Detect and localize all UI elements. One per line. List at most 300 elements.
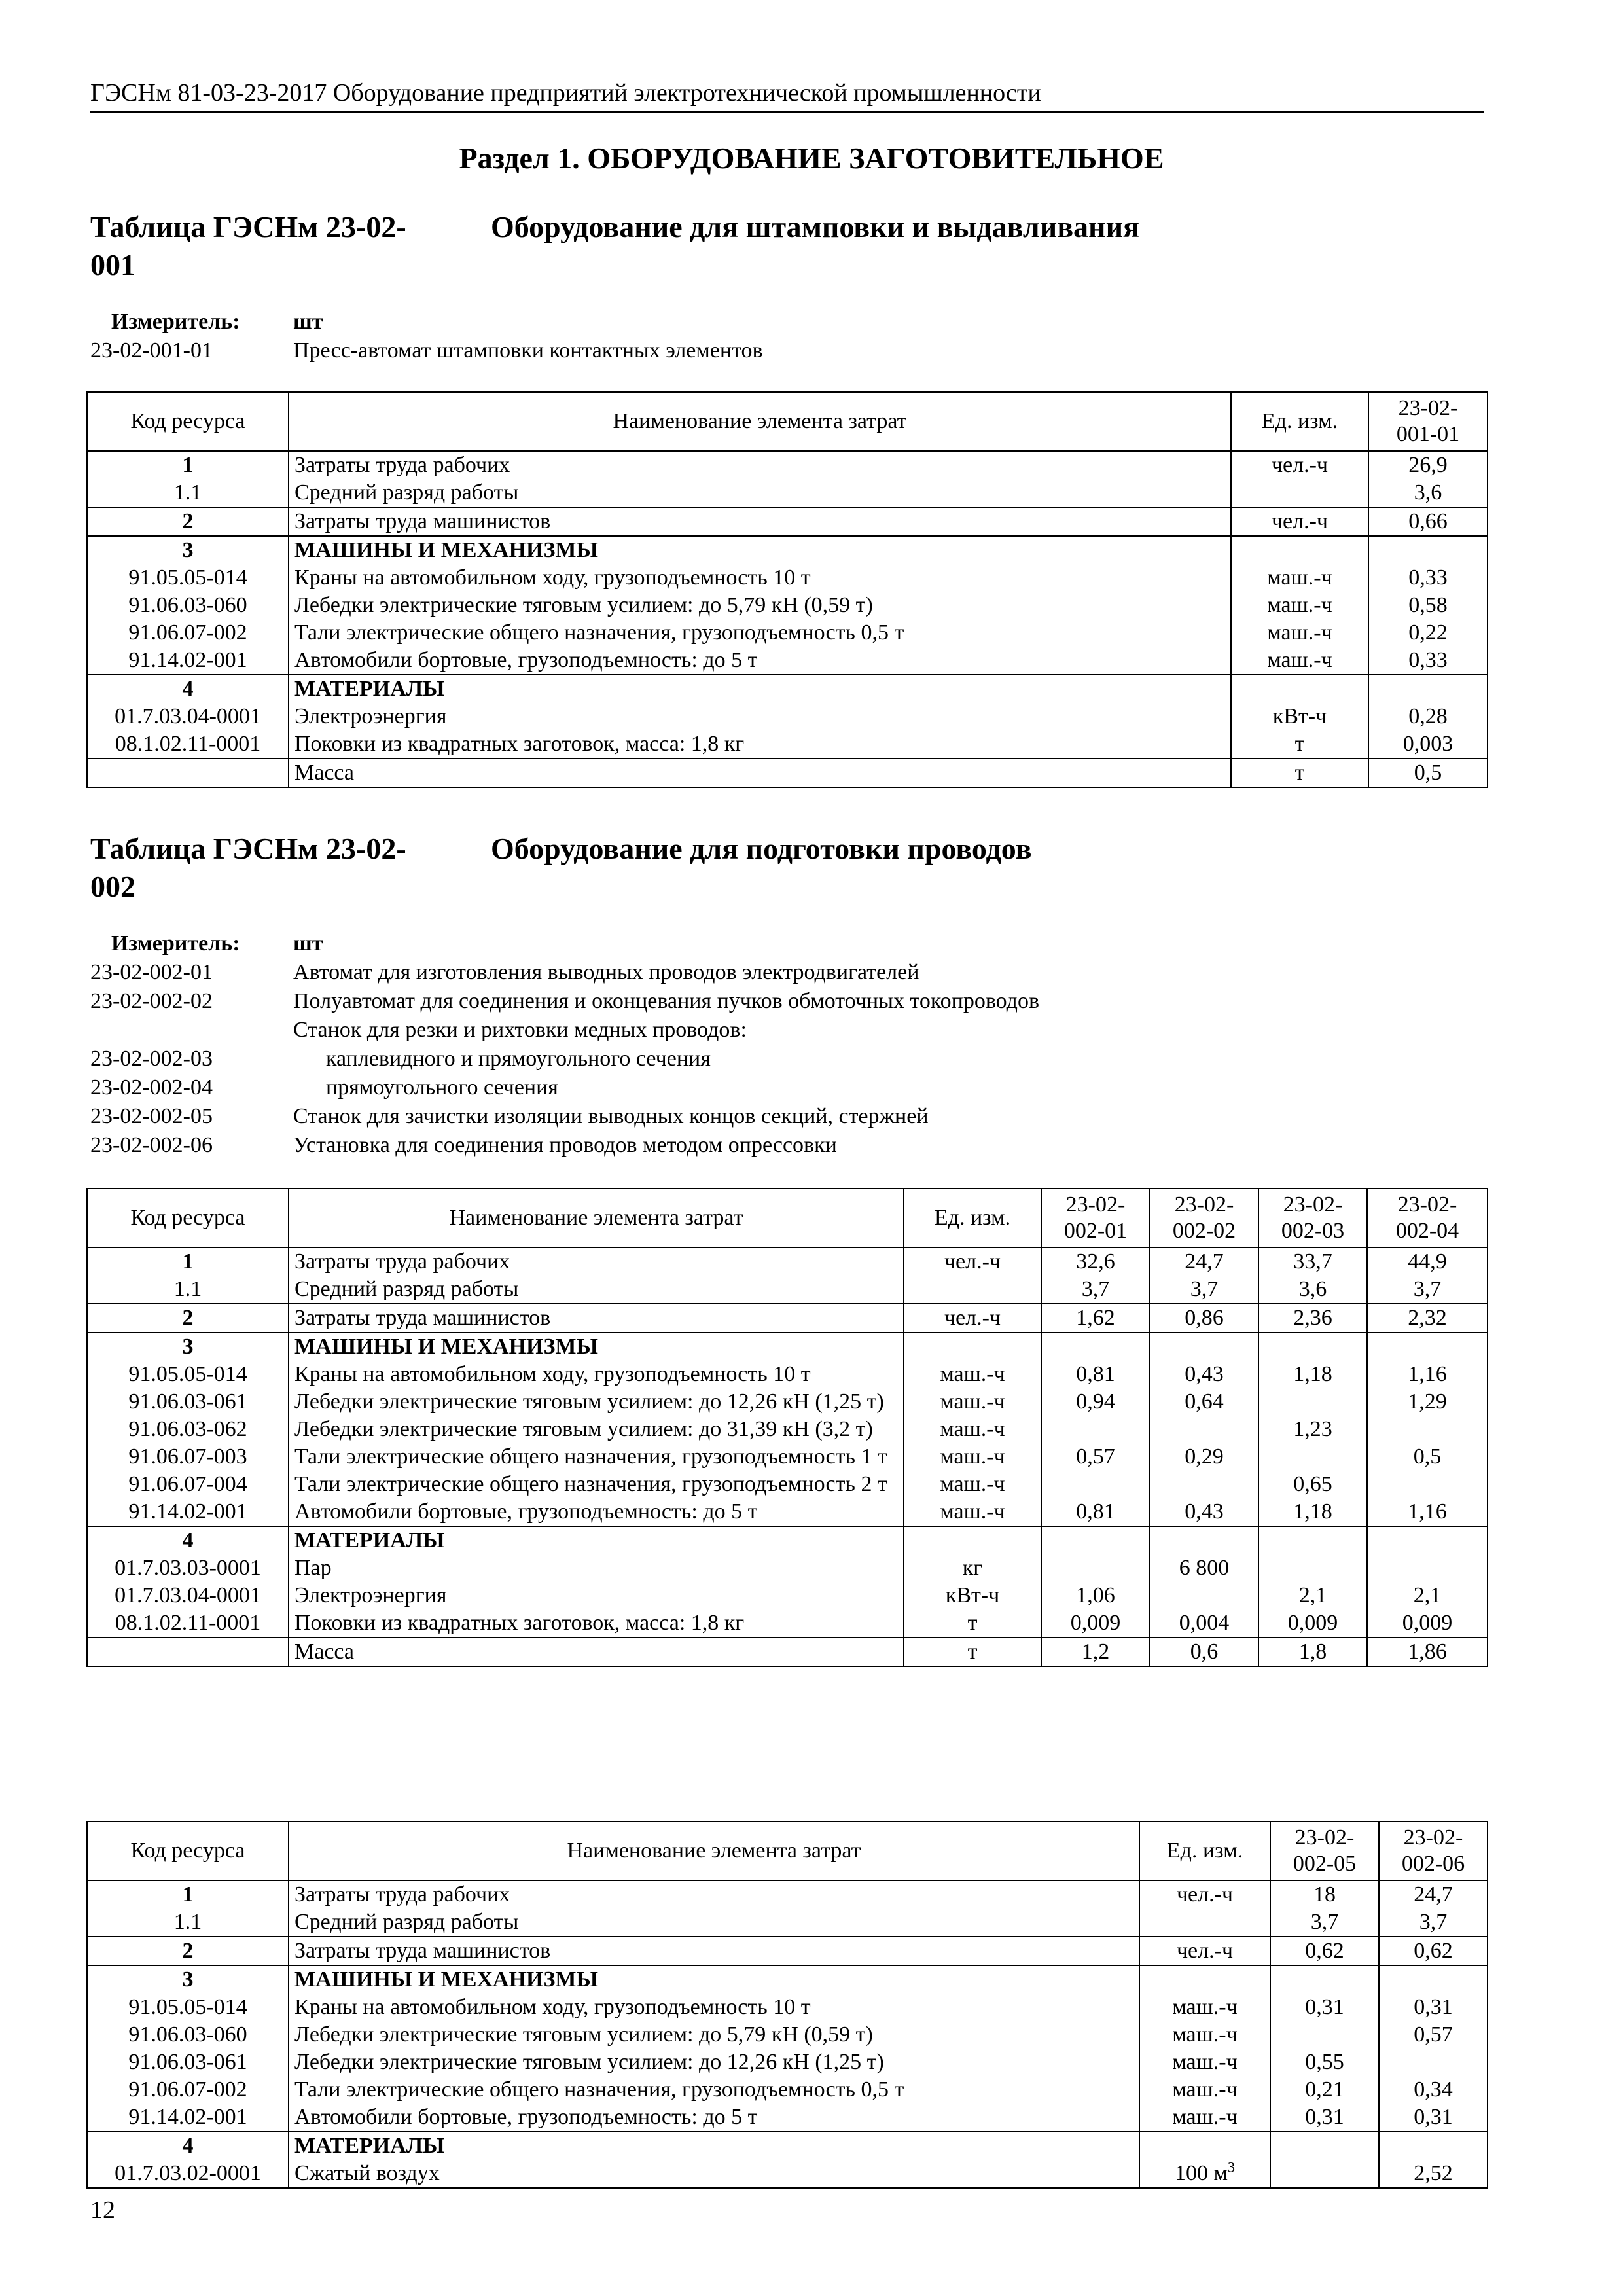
resource-unit <box>1231 675 1368 703</box>
page-number: 12 <box>90 2197 115 2224</box>
unit-text: 100 м <box>1174 2161 1228 2185</box>
resource-unit <box>1139 2132 1270 2160</box>
table-row <box>87 1937 1488 1965</box>
resource-unit: маш.-ч <box>1139 1994 1270 2021</box>
item-row <box>90 336 1484 365</box>
col-name-header: Наименование элемента затрат <box>289 1821 1139 1880</box>
item-code: 23-02-002-03 <box>90 1047 213 1071</box>
resource-code: 91.06.03-062 <box>87 1416 289 1443</box>
norm-value <box>1367 1333 1488 1361</box>
norm-value: 0,009 <box>1367 1609 1488 1638</box>
norm-value: 1,06 <box>1041 1582 1150 1609</box>
resource-name: МАТЕРИАЛЫ <box>289 2132 1139 2160</box>
norm-value: 26,9 <box>1368 451 1488 479</box>
resource-code: 01.7.03.02-0001 <box>87 2160 289 2188</box>
norm-value: 0,31 <box>1270 1994 1379 2021</box>
table-row <box>87 1880 1488 1909</box>
norm-value: 0,31 <box>1379 2104 1488 2132</box>
resource-code: 91.05.05-014 <box>87 1361 289 1388</box>
resource-unit: кВт-ч <box>1231 703 1368 730</box>
col-unit-header: Ед. изм. <box>1139 1821 1270 1880</box>
table-row <box>87 564 1488 592</box>
resource-name: Масса <box>289 759 1231 787</box>
norm-value <box>1368 536 1488 564</box>
norm-value: 0,81 <box>1041 1361 1150 1388</box>
resource-code: 91.06.03-060 <box>87 2021 289 2049</box>
item-code: 23-02-001-01 <box>90 338 213 363</box>
table-row <box>87 1333 1488 1361</box>
item-row <box>90 958 1484 987</box>
norm-value: 0,28 <box>1368 703 1488 730</box>
resource-table-2b <box>86 1821 1488 2189</box>
norm-value: 18 <box>1270 1880 1379 1909</box>
resource-name: Поковки из квадратных заготовок, масса: 1,8 кг <box>289 1609 904 1638</box>
norm-value: 1,18 <box>1258 1361 1367 1388</box>
table-row <box>87 647 1488 675</box>
norm-value: 24,7 <box>1379 1880 1488 1909</box>
resource-name: Автомобили бортовые, грузоподъемность: до 5 т <box>289 2104 1139 2132</box>
norm-value: 0,21 <box>1270 2076 1379 2104</box>
norm-value: 0,58 <box>1368 592 1488 619</box>
norm-value: 0,31 <box>1379 1994 1488 2021</box>
norm-value: 0,004 <box>1150 1609 1258 1638</box>
col-unit-header: Ед. изм. <box>1231 392 1368 451</box>
norm-value: 0,62 <box>1379 1937 1488 1965</box>
norm-value: 0,5 <box>1367 1443 1488 1471</box>
table-row <box>87 1276 1488 1304</box>
resource-code: 91.06.03-061 <box>87 1388 289 1416</box>
resource-name: Электроэнергия <box>289 703 1231 730</box>
norm-value: 0,43 <box>1150 1498 1258 1526</box>
norm-value: 3,6 <box>1258 1276 1367 1304</box>
resource-unit: т <box>904 1609 1041 1638</box>
resource-unit: маш.-ч <box>1231 619 1368 647</box>
resource-code: 91.05.05-014 <box>87 1994 289 2021</box>
resource-unit: т <box>1231 730 1368 759</box>
col-code-header: Код ресурса <box>87 1189 289 1247</box>
resource-code: 1 <box>87 1247 289 1276</box>
norm-value: 0,65 <box>1258 1471 1367 1498</box>
norm-value: 1,18 <box>1258 1498 1367 1526</box>
resource-name: МАШИНЫ И МЕХАНИЗМЫ <box>289 536 1231 564</box>
norm-value <box>1150 1333 1258 1361</box>
norm-value: 2,32 <box>1367 1304 1488 1333</box>
norm-value: 3,7 <box>1150 1276 1258 1304</box>
norm-value <box>1379 1965 1488 1994</box>
norm-value: 1,16 <box>1367 1361 1488 1388</box>
table-row <box>87 730 1488 759</box>
table-row <box>87 1526 1488 1554</box>
resource-code: 01.7.03.04-0001 <box>87 1582 289 1609</box>
resource-code: 1 <box>87 451 289 479</box>
resource-table-1 <box>86 391 1488 788</box>
item-name: Станок для зачистки изоляции выводных концов секций, стержней <box>293 1104 929 1128</box>
table2-number: Таблица ГЭСНм 23-02- 002 <box>90 832 406 903</box>
resource-table-2a <box>86 1188 1488 1667</box>
norm-value <box>1150 1582 1258 1609</box>
resource-unit: кг <box>904 1554 1041 1582</box>
norm-value: 0,57 <box>1041 1443 1150 1471</box>
resource-name: Затраты труда рабочих <box>289 1247 904 1276</box>
norm-value: 33,7 <box>1258 1247 1367 1276</box>
norm-value <box>1258 1333 1367 1361</box>
measure-row <box>90 929 1484 958</box>
norm-value <box>1041 1526 1150 1554</box>
item-row <box>90 987 1484 1016</box>
resource-code: 91.06.07-004 <box>87 1471 289 1498</box>
norm-value <box>1270 2132 1379 2160</box>
norm-value: 0,003 <box>1368 730 1488 759</box>
norm-value: 0,55 <box>1270 2049 1379 2076</box>
resource-name: Затраты труда рабочих <box>289 1880 1139 1909</box>
norm-value <box>1041 1416 1150 1443</box>
table-row <box>87 1638 1488 1666</box>
norm-value <box>1270 2160 1379 2188</box>
norm-value: 0,34 <box>1379 2076 1488 2104</box>
resource-code: 01.7.03.03-0001 <box>87 1554 289 1582</box>
measure-label: Измеритель: <box>111 310 240 334</box>
resource-code: 91.06.07-003 <box>87 1443 289 1471</box>
item-name: Установка для соединения проводов методом опрессовки <box>293 1133 837 1157</box>
resource-unit: маш.-ч <box>1231 564 1368 592</box>
table-row <box>87 1994 1488 2021</box>
norm-value: 0,33 <box>1368 564 1488 592</box>
resource-unit: маш.-ч <box>1139 2104 1270 2132</box>
resource-unit: чел.-ч <box>1139 1937 1270 1965</box>
col-norm-header: 23-02- 001-01 <box>1368 392 1488 451</box>
resource-code: 3 <box>87 1965 289 1994</box>
resource-unit: маш.-ч <box>904 1471 1041 1498</box>
resource-code: 91.14.02-001 <box>87 647 289 675</box>
table-row <box>87 1965 1488 1994</box>
resource-name: Электроэнергия <box>289 1582 904 1609</box>
col-code-header: Код ресурса <box>87 392 289 451</box>
table1-heading: Оборудование для штамповки и выдавливания <box>491 210 1139 243</box>
norm-value <box>1041 1333 1150 1361</box>
resource-unit: кВт-ч <box>904 1582 1041 1609</box>
resource-name: Краны на автомобильном ходу, грузоподъемность 10 т <box>289 1361 904 1388</box>
col-norm-header: 23-02- 002-05 <box>1270 1821 1379 1880</box>
item-row <box>90 1045 1484 1073</box>
col-unit-header: Ед. изм. <box>904 1189 1041 1247</box>
resource-unit <box>904 1333 1041 1361</box>
norm-value <box>1150 1526 1258 1554</box>
measure-row <box>90 308 1484 336</box>
resource-unit: маш.-ч <box>904 1443 1041 1471</box>
item-code: 23-02-002-02 <box>90 989 213 1013</box>
col-norm-header: 23-02- 002-03 <box>1258 1189 1367 1247</box>
norm-value <box>1150 1471 1258 1498</box>
resource-name: Тали электрические общего назначения, грузоподъемность 0,5 т <box>289 2076 1139 2104</box>
resource-unit: т <box>1231 759 1368 787</box>
norm-value: 0,33 <box>1368 647 1488 675</box>
table-row <box>87 1609 1488 1638</box>
resource-name: Лебедки электрические тяговым усилием: до 12,26 кН (1,25 т) <box>289 2049 1139 2076</box>
col-name-header: Наименование элемента затрат <box>289 392 1231 451</box>
norm-value: 1,62 <box>1041 1304 1150 1333</box>
item-row <box>90 1102 1484 1131</box>
norm-value: 1,29 <box>1367 1388 1488 1416</box>
norm-value <box>1367 1416 1488 1443</box>
resource-name: Автомобили бортовые, грузоподъемность: до 5 т <box>289 1498 904 1526</box>
table-row <box>87 1443 1488 1471</box>
resource-code: 1.1 <box>87 479 289 507</box>
table1-title <box>90 208 1484 287</box>
resource-code: 08.1.02.11-0001 <box>87 1609 289 1638</box>
norm-value: 0,62 <box>1270 1937 1379 1965</box>
resource-unit: маш.-ч <box>1139 2049 1270 2076</box>
norm-value: 0,66 <box>1368 507 1488 536</box>
col-name-header: Наименование элемента затрат <box>289 1189 904 1247</box>
item-name: Автомат для изготовления выводных проводов электродвигателей <box>293 960 919 984</box>
norm-value: 24,7 <box>1150 1247 1258 1276</box>
item-code: 23-02-002-04 <box>90 1075 213 1100</box>
resource-unit: чел.-ч <box>904 1304 1041 1333</box>
table1-items <box>90 308 1484 365</box>
running-header: ГЭСНм 81-03-23-2017 Оборудование предприятий электротехнической промышленности <box>90 77 1484 113</box>
resource-name: МАТЕРИАЛЫ <box>289 675 1231 703</box>
norm-value: 3,7 <box>1379 1909 1488 1937</box>
measure-value: шт <box>293 310 323 334</box>
item-name: каплевидного и прямоугольного сечения <box>326 1047 711 1071</box>
table-row <box>87 1388 1488 1416</box>
resource-code: 1 <box>87 1880 289 1909</box>
item-row <box>90 1131 1484 1160</box>
resource-name: Краны на автомобильном ходу, грузоподъемность 10 т <box>289 564 1231 592</box>
table-row <box>87 1909 1488 1937</box>
measure-label: Измеритель: <box>111 931 240 956</box>
table-row <box>87 2021 1488 2049</box>
table-row <box>87 1582 1488 1609</box>
norm-value: 1,23 <box>1258 1416 1367 1443</box>
table-row <box>87 759 1488 787</box>
norm-value <box>1150 1416 1258 1443</box>
norm-value <box>1258 1443 1367 1471</box>
norm-value: 2,1 <box>1258 1582 1367 1609</box>
norm-value <box>1379 2049 1488 2076</box>
norm-value: 1,16 <box>1367 1498 1488 1526</box>
resource-unit: маш.-ч <box>1231 647 1368 675</box>
resource-unit: маш.-ч <box>1139 2021 1270 2049</box>
resource-unit <box>1231 536 1368 564</box>
resource-name: Автомобили бортовые, грузоподъемность: до 5 т <box>289 647 1231 675</box>
norm-value: 0,29 <box>1150 1443 1258 1471</box>
resource-code: 91.05.05-014 <box>87 564 289 592</box>
resource-name: Затраты труда машинистов <box>289 507 1231 536</box>
norm-value <box>1368 675 1488 703</box>
col-code-header: Код ресурса <box>87 1821 289 1880</box>
norm-value <box>1367 1526 1488 1554</box>
resource-name: Затраты труда рабочих <box>289 451 1231 479</box>
norm-value: 2,52 <box>1379 2160 1488 2188</box>
resource-name: МАТЕРИАЛЫ <box>289 1526 904 1554</box>
resource-code: 91.06.03-061 <box>87 2049 289 2076</box>
norm-value <box>1367 1554 1488 1582</box>
table-row <box>87 703 1488 730</box>
resource-code: 4 <box>87 675 289 703</box>
norm-value: 3,7 <box>1041 1276 1150 1304</box>
norm-value: 0,57 <box>1379 2021 1488 2049</box>
norm-value: 0,81 <box>1041 1498 1150 1526</box>
norm-value: 3,7 <box>1367 1276 1488 1304</box>
item-code: 23-02-002-05 <box>90 1104 213 1128</box>
norm-value: 3,7 <box>1270 1909 1379 1937</box>
norm-value: 0,22 <box>1368 619 1488 647</box>
table-row <box>87 2132 1488 2160</box>
norm-value <box>1258 1388 1367 1416</box>
norm-value <box>1270 2021 1379 2049</box>
norm-value: 2,36 <box>1258 1304 1367 1333</box>
norm-value: 0,31 <box>1270 2104 1379 2132</box>
norm-value: 3,6 <box>1368 479 1488 507</box>
measure-value: шт <box>293 931 323 956</box>
resource-code: 08.1.02.11-0001 <box>87 730 289 759</box>
table1-number: Таблица ГЭСНм 23-02- 001 <box>90 210 406 281</box>
table-row <box>87 1554 1488 1582</box>
resource-unit <box>904 1526 1041 1554</box>
table-row <box>87 536 1488 564</box>
resource-code <box>87 1638 289 1666</box>
col-norm-header: 23-02- 002-06 <box>1379 1821 1488 1880</box>
table-row <box>87 451 1488 479</box>
resource-unit <box>1139 1909 1270 1937</box>
resource-unit <box>1231 479 1368 507</box>
item-code: 23-02-002-06 <box>90 1133 213 1157</box>
resource-unit: т <box>904 1638 1041 1666</box>
norm-value <box>1041 1471 1150 1498</box>
resource-name: Тали электрические общего назначения, грузоподъемность 2 т <box>289 1471 904 1498</box>
resource-name: Затраты труда машинистов <box>289 1937 1139 1965</box>
norm-value: 2,1 <box>1367 1582 1488 1609</box>
table2-heading: Оборудование для подготовки проводов <box>491 832 1032 865</box>
resource-name: Лебедки электрические тяговым усилием: до 12,26 кН (1,25 т) <box>289 1388 904 1416</box>
resource-code: 3 <box>87 1333 289 1361</box>
resource-name: Лебедки электрические тяговым усилием: до 31,39 кН (3,2 т) <box>289 1416 904 1443</box>
table-row <box>87 1304 1488 1333</box>
resource-code: 01.7.03.04-0001 <box>87 703 289 730</box>
resource-name: Затраты труда машинистов <box>289 1304 904 1333</box>
norm-value: 0,009 <box>1258 1609 1367 1638</box>
table2-title <box>90 830 1484 908</box>
resource-unit: маш.-ч <box>904 1416 1041 1443</box>
norm-value: 1,8 <box>1258 1638 1367 1666</box>
norm-value: 1,86 <box>1367 1638 1488 1666</box>
item-name: Полуавтомат для соединения и оконцевания пучков обмоточных токопроводов <box>293 989 1040 1013</box>
resource-code: 91.06.07-002 <box>87 2076 289 2104</box>
resource-name: Тали электрические общего назначения, грузоподъемность 0,5 т <box>289 619 1231 647</box>
table-row <box>87 592 1488 619</box>
resource-name: МАШИНЫ И МЕХАНИЗМЫ <box>289 1333 904 1361</box>
resource-code: 2 <box>87 1304 289 1333</box>
norm-value <box>1379 2132 1488 2160</box>
resource-unit: маш.-ч <box>904 1361 1041 1388</box>
table-row <box>87 1416 1488 1443</box>
resource-name: Масса <box>289 1638 904 1666</box>
norm-value <box>1367 1471 1488 1498</box>
resource-name: МАШИНЫ И МЕХАНИЗМЫ <box>289 1965 1139 1994</box>
norm-value: 0,43 <box>1150 1361 1258 1388</box>
table-row <box>87 1471 1488 1498</box>
norm-value <box>1258 1554 1367 1582</box>
resource-name: Сжатый воздух <box>289 2160 1139 2188</box>
norm-value <box>1258 1526 1367 1554</box>
table-row <box>87 1361 1488 1388</box>
item-row <box>90 1016 1484 1045</box>
resource-name: Средний разряд работы <box>289 479 1231 507</box>
resource-code: 91.06.07-002 <box>87 619 289 647</box>
unit-superscript: 3 <box>1228 2159 1235 2176</box>
resource-code: 4 <box>87 1526 289 1554</box>
item-name: прямоугольного сечения <box>326 1075 558 1100</box>
resource-name: Тали электрические общего назначения, грузоподъемность 1 т <box>289 1443 904 1471</box>
resource-name: Лебедки электрические тяговым усилием: до 5,79 кН (0,59 т) <box>289 592 1231 619</box>
norm-value <box>1270 1965 1379 1994</box>
table-row <box>87 507 1488 536</box>
resource-unit: чел.-ч <box>1231 507 1368 536</box>
resource-unit <box>1139 1965 1270 1994</box>
norm-value: 32,6 <box>1041 1247 1150 1276</box>
norm-value: 0,86 <box>1150 1304 1258 1333</box>
table-row <box>87 479 1488 507</box>
col-norm-header: 23-02- 002-02 <box>1150 1189 1258 1247</box>
norm-value <box>1041 1554 1150 1582</box>
resource-code: 1.1 <box>87 1276 289 1304</box>
resource-name: Краны на автомобильном ходу, грузоподъемность 10 т <box>289 1994 1139 2021</box>
resource-unit: маш.-ч <box>1231 592 1368 619</box>
norm-value: 6 800 <box>1150 1554 1258 1582</box>
norm-value: 44,9 <box>1367 1247 1488 1276</box>
resource-unit: чел.-ч <box>1139 1880 1270 1909</box>
norm-value: 0,5 <box>1368 759 1488 787</box>
resource-code: 3 <box>87 536 289 564</box>
norm-value: 1,2 <box>1041 1638 1150 1666</box>
resource-name: Средний разряд работы <box>289 1276 904 1304</box>
norm-value: 0,009 <box>1041 1609 1150 1638</box>
resource-code: 91.06.03-060 <box>87 592 289 619</box>
resource-unit: чел.-ч <box>1231 451 1368 479</box>
resource-unit: чел.-ч <box>904 1247 1041 1276</box>
resource-code: 4 <box>87 2132 289 2160</box>
table-row <box>87 1247 1488 1276</box>
resource-unit: маш.-ч <box>904 1498 1041 1526</box>
resource-name: Пар <box>289 1554 904 1582</box>
resource-unit <box>904 1276 1041 1304</box>
item-name: Пресс-автомат штамповки контактных элементов <box>293 338 763 363</box>
resource-code: 2 <box>87 507 289 536</box>
table-row <box>87 1498 1488 1526</box>
section-title: Раздел 1. ОБОРУДОВАНИЕ ЗАГОТОВИТЕЛЬНОЕ <box>459 141 1164 175</box>
resource-code <box>87 759 289 787</box>
table-row <box>87 2160 1488 2188</box>
item-name: Станок для резки и рихтовки медных проводов: <box>293 1018 747 1042</box>
resource-unit <box>1139 2160 1270 2188</box>
resource-unit: маш.-ч <box>904 1388 1041 1416</box>
resource-code: 1.1 <box>87 1909 289 1937</box>
item-row <box>90 1073 1484 1102</box>
norm-value: 0,94 <box>1041 1388 1150 1416</box>
table-row <box>87 2076 1488 2104</box>
resource-code: 91.14.02-001 <box>87 1498 289 1526</box>
table-row <box>87 675 1488 703</box>
table-row <box>87 2104 1488 2132</box>
resource-unit: маш.-ч <box>1139 2076 1270 2104</box>
norm-value: 0,6 <box>1150 1638 1258 1666</box>
col-norm-header: 23-02- 002-04 <box>1367 1189 1488 1247</box>
norm-value: 0,64 <box>1150 1388 1258 1416</box>
table-row <box>87 2049 1488 2076</box>
resource-name: Лебедки электрические тяговым усилием: до 5,79 кН (0,59 т) <box>289 2021 1139 2049</box>
table2-items <box>90 929 1484 1160</box>
